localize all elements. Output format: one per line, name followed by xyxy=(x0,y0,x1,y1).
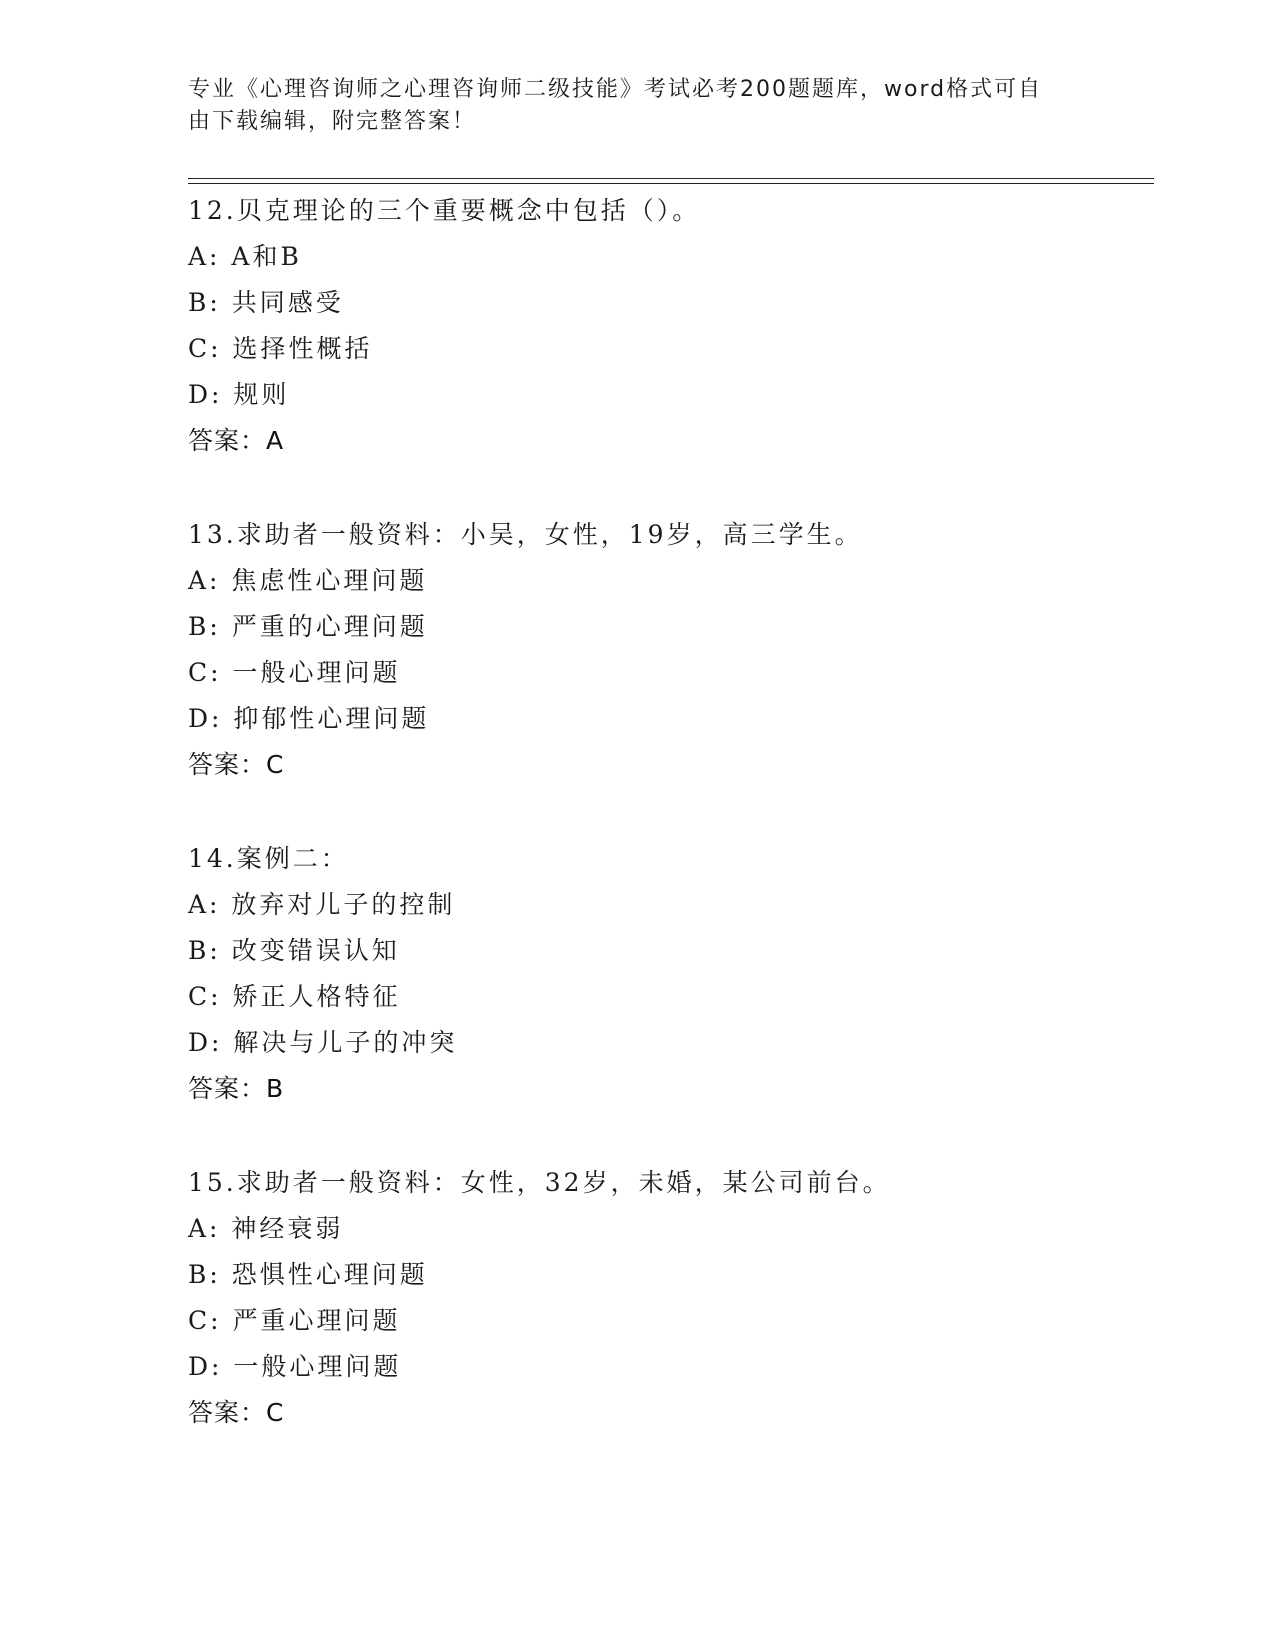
option-a: A: 神经衰弱 xyxy=(188,1214,344,1243)
option-a: A: 焦虑性心理问题 xyxy=(188,566,428,595)
option-d: D: 解决与儿子的冲突 xyxy=(188,1028,458,1057)
option-d: D: 规则 xyxy=(188,380,290,409)
option-c: C: 严重心理问题 xyxy=(188,1306,401,1335)
answer-label: 答案：A xyxy=(188,426,285,455)
option-a: A: 放弃对儿子的控制 xyxy=(188,890,456,919)
option-c: C: 选择性概括 xyxy=(188,334,373,363)
question-12 xyxy=(188,188,1148,464)
answer-label: 答案：C xyxy=(188,1398,285,1427)
answer-label: 答案：C xyxy=(188,750,285,779)
option-d: D: 抑郁性心理问题 xyxy=(188,704,430,733)
question-stem: 14.案例二： xyxy=(188,844,349,873)
intro-line-1: 专业《心理咨询师之心理咨询师二级技能》考试必考200题题库，word格式可自 xyxy=(188,77,1043,102)
option-c: C: 一般心理问题 xyxy=(188,658,401,687)
option-c: C: 矫正人格特征 xyxy=(188,982,401,1011)
question-stem: 15.求助者一般资料：女性，32岁，未婚，某公司前台。 xyxy=(188,1168,891,1197)
option-b: B: 共同感受 xyxy=(188,288,344,317)
option-b: B: 恐惧性心理问题 xyxy=(188,1260,428,1289)
question-14 xyxy=(188,836,1148,1112)
option-b: B: 严重的心理问题 xyxy=(188,612,428,641)
question-13 xyxy=(188,512,1148,788)
question-list xyxy=(188,188,1148,1484)
question-stem: 12.贝克理论的三个重要概念中包括（）。 xyxy=(188,196,701,225)
question-15 xyxy=(188,1160,1148,1436)
header-divider-top xyxy=(188,178,1154,179)
header-divider-bottom xyxy=(188,183,1154,184)
option-b: B: 改变错误认知 xyxy=(188,936,400,965)
question-stem: 13.求助者一般资料：小吴，女性，19岁，高三学生。 xyxy=(188,520,863,549)
intro-line-2: 由下载编辑，附完整答案！ xyxy=(188,109,477,134)
option-d: D: 一般心理问题 xyxy=(188,1352,402,1381)
document-intro xyxy=(188,74,1068,138)
option-a: A: A和B xyxy=(188,242,302,271)
answer-label: 答案：B xyxy=(188,1074,285,1103)
